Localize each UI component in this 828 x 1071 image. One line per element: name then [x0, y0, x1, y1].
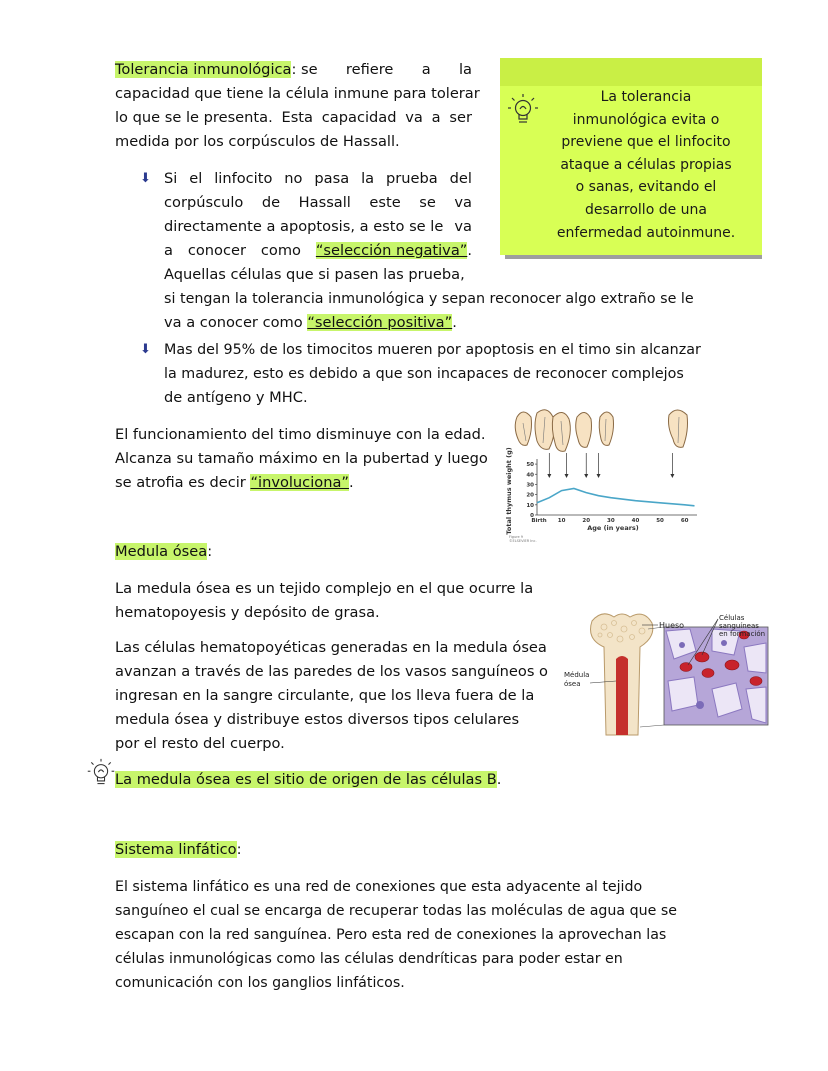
chart-ytick-label: 40	[526, 472, 534, 479]
involuciona: “involuciona”	[250, 474, 349, 491]
bullet1-line-1: Si el linfocito no pasa la prueba del	[164, 170, 472, 187]
thymus-illustration	[576, 412, 592, 447]
label-medula: ósea	[564, 680, 581, 688]
chart-ylabel: Total thymus weight (g)	[505, 447, 513, 535]
chart-xtick-label: 20	[582, 518, 591, 524]
chart-xtick-label: 60	[680, 518, 689, 524]
linfatico-line-5: comunicación con los ganglios linfáticos.	[115, 975, 405, 991]
chart-caption: ©ELSEVIER Inc.	[509, 539, 537, 543]
medula-tip: La medula ósea es el sitio de origen de las células B.	[115, 771, 502, 788]
note-band	[500, 58, 762, 86]
timo-line-1: El funcionamiento del timo disminuye con la edad.	[115, 426, 486, 443]
tolerancia-line-2: capacidad que tiene la célula inmune para tolerar	[115, 85, 480, 102]
bullet-arrow-icon: ⬇︎	[140, 342, 151, 357]
bullet2-line-1: Mas del 95% de los timocitos mueren por apoptosis en el timo sin alcanzar	[164, 342, 701, 358]
seleccion-negativa: “selección negativa”	[315, 242, 468, 259]
linfatico-line-4: células inmunológicas como las células dendríticas para poder estar en	[115, 951, 623, 967]
bullet-arrow-icon: ⬇︎	[140, 171, 151, 186]
bullet1-line-4: a conocer como “selección negativa”.	[164, 242, 472, 259]
tolerancia-term: Tolerancia inmunológica	[115, 61, 292, 78]
label-medula: Médula	[564, 671, 590, 679]
chart-xtick-label: 40	[631, 518, 640, 524]
marrow-cavity	[616, 656, 628, 735]
linfatico-line-2: sanguíneo el cual se encarga de recuperar todas las moléculas de agua que se	[115, 903, 677, 919]
medula-p2-line-2: avanzan a través de las paredes de los vasos sanguíneos o	[115, 663, 548, 680]
tolerancia-line-4: medida por los corpúsculos de Hassall.	[115, 133, 400, 150]
note-text: La tolerancia inmunológica evita o previene que el linfocito ataque a células propias o sanas, evitando el desarrollo de una enfermedad autoinmune.	[556, 89, 736, 241]
bullet2-line-2: la madurez, esto es debido a que son incapaces de reconocer complejos	[164, 366, 684, 382]
medula-p1-line-2: hematopoyesis y depósito de grasa.	[115, 604, 380, 621]
chart-xtick-label: 50	[656, 518, 664, 524]
thymus-illustration	[552, 412, 570, 451]
medula-p1-line-1: La medula ósea es un tejido complejo en el que ocurre la	[115, 580, 534, 597]
chart-ytick-label: 50	[526, 462, 534, 469]
chart-arrow-head	[670, 474, 674, 478]
thymus-weight-line	[537, 489, 695, 506]
medula-p2-line-4: medula ósea y distribuye estos diversos tipos celulares	[115, 711, 520, 728]
label-hueso: Hueso	[659, 621, 685, 630]
seleccion-positiva: “selección positiva”	[307, 314, 453, 331]
chart-ytick-label: 0	[530, 513, 534, 519]
thymus-illustration	[535, 410, 554, 450]
chart-xtick-label: Birth	[531, 518, 547, 524]
medula-p2-line-3: ingresan en la sangre circulante, que los lleva fuera de la	[115, 687, 535, 704]
linfatico-line-1: El sistema linfático es una red de conexiones que esta adyacente al tejido	[115, 879, 643, 895]
bullet1-line-3: directamente a apoptosis, a esto se le va	[164, 218, 472, 235]
linfatico-line-3: escapan con la red sanguínea. Pero esta red de conexiones la aprovechan las	[115, 927, 667, 943]
medula-heading: Medula ósea:	[115, 543, 213, 560]
label-celulas: en formación	[719, 630, 766, 638]
thymus-chart	[503, 403, 703, 548]
chart-ytick-label: 20	[526, 492, 534, 499]
bullet1-line-7: va a conocer como “selección positiva”.	[164, 314, 457, 331]
thymus-illustration	[599, 412, 613, 445]
tolerancia-line-1: Tolerancia inmunológica: se refiere a la	[115, 61, 472, 78]
chart-arrow-head	[597, 474, 601, 478]
medula-p2-line-5: por el resto del cuerpo.	[115, 735, 285, 752]
bullet2-line-3: de antígeno y MHC.	[164, 389, 308, 406]
timo-line-2: Alcanza su tamaño máximo en la pubertad y luego	[115, 450, 488, 467]
chart-xtick-label: 30	[607, 518, 615, 524]
chart-arrow-head	[547, 474, 551, 478]
lightbulb-icon	[86, 757, 116, 789]
bullet1-line-2: corpúsculo de Hassall este se va	[164, 194, 472, 211]
chart-xtick-label: 10	[557, 518, 566, 524]
label-celulas: Células	[719, 614, 745, 622]
medula-p2-line-1: Las células hematopoyéticas generadas en la medula ósea	[115, 639, 547, 656]
bone-marrow-figure	[562, 607, 770, 745]
bullet1-line-6: si tengan la tolerancia inmunológica y sepan reconocer algo extraño se le	[164, 291, 694, 307]
linfatico-heading: Sistema linfático:	[115, 841, 242, 858]
note-box	[500, 58, 762, 255]
chart-ytick-label: 30	[526, 482, 534, 489]
chart-ytick-label: 10	[526, 502, 534, 509]
tolerancia-line-3: lo que se le presenta. Esta capacidad va a ser	[115, 109, 472, 126]
thymus-illustration	[515, 412, 531, 445]
bullet1-line-5: Aquellas células que si pasen las prueba,	[164, 266, 465, 283]
chart-arrow-head	[584, 474, 588, 478]
timo-line-3: se atrofia es decir “involuciona”.	[115, 474, 354, 491]
chart-arrow-head	[565, 474, 569, 478]
label-celulas: sanguíneas	[719, 622, 759, 630]
chart-caption: Figure 9	[509, 535, 524, 539]
chart-xlabel: Age (in years)	[587, 524, 639, 532]
